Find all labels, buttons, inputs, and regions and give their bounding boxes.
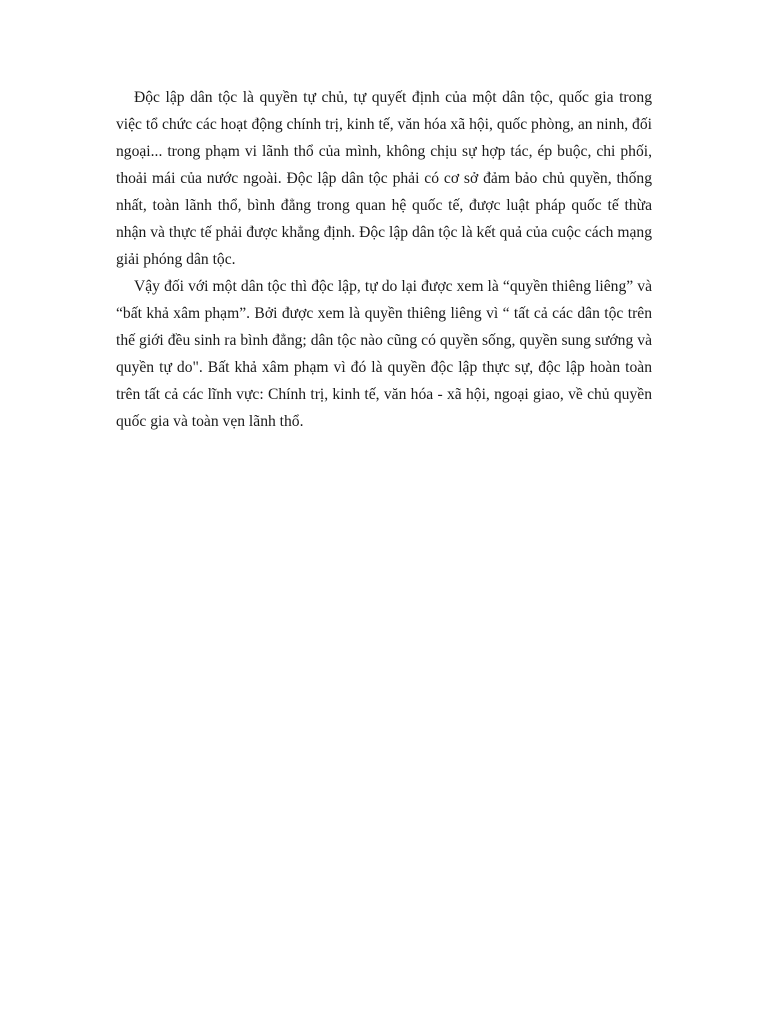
paragraph-2: Vậy đối với một dân tộc thì độc lập, tự do lại được xem là “quyền thiêng liêng” và “bất khả xâm phạm”. Bởi được xem là quyền thiêng liêng vì “ tất cả các dân tộc trên thế giới đều sinh ra bình đẳng; dân tộc nào cũng có quyền sống, quyền sung sướng và quyền tự do". Bất khả xâm phạm vì đó là quyền độc lập thực sự, độc lập hoàn toàn trên tất cả các lĩnh vực: Chính trị, kinh tế, văn hóa - xã hội, ngoại giao, về chủ quyền quốc gia và toàn vẹn lãnh thổ. bbox=[116, 278, 652, 430]
paragraph-1: Độc lập dân tộc là quyền tự chủ, tự quyết định của một dân tộc, quốc gia trong việc tổ chức các hoạt động chính trị, kinh tế, văn hóa xã hội, quốc phòng, an ninh, đối ngoại... trong phạm vi lãnh thổ của mình, không chịu sự hợp tác, ép buộc, chi phối, thoải mái của nước ngoài. Độc lập dân tộc phải có cơ sở đảm bảo chủ quyền, thống nhất, toàn lãnh thổ, bình đẳng trong quan hệ quốc tế, được luật pháp quốc tế thừa nhận và thực tế phải được khẳng định. Độc lập dân tộc là kết quả của cuộc cách mạng giải phóng dân tộc. bbox=[116, 89, 652, 268]
body-text bbox=[116, 84, 652, 435]
